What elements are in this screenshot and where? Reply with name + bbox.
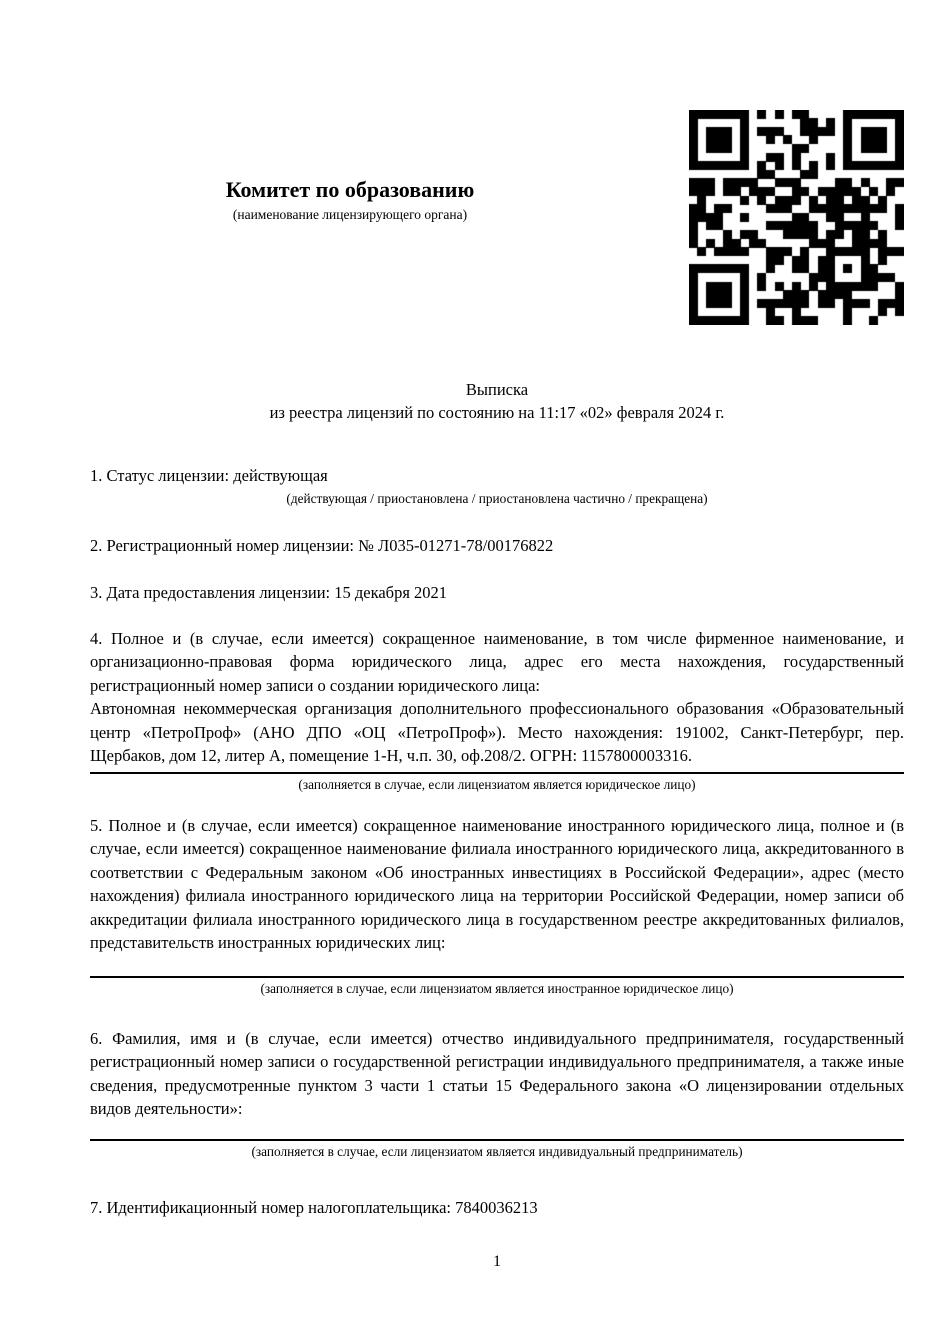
item-foreign-legal-entity: [90, 814, 904, 997]
fill-in-rule-foreign-legal-entity: [90, 976, 904, 978]
item-license-grant-date: [90, 581, 904, 605]
legal-entity-value: Автономная некоммерческая организация дополнительного профессионального образования «Образовательный центр «ПетроПроф» (АНО ДПО «ОЦ «ПетроПроф»). Место нахождения: 191002, Санкт-Петербург, пер. Щербаков, дом 12, литер А, помещение 1-Н, ч.п. 30, оф.208/2. ОГРН: 1157800003316.: [90, 699, 904, 765]
taxpayer-id-text: 7. Идентификационный номер налогоплательщика: 7840036213: [90, 1197, 538, 1217]
legal-entity-caption: (заполняется в случае, если лицензиатом является юридическое лицо): [298, 776, 696, 792]
fill-in-rule-individual-entrepreneur: [90, 1139, 904, 1141]
licensing-authority-name: Комитет по образованию: [225, 177, 475, 202]
individual-entrepreneur-label: 6. Фамилия, имя и (в случае, если имеется) отчество индивидуального предпринимателя, государственный регистрационный номер записи о государственной регистрации индивидуального предпринимателя, а также иные сведения, предусмотренные пунктом 3 части 1 статьи 15 Федерального закона «О лицензировании отдельных видов деятельности»:: [90, 1028, 904, 1118]
document-title-line2: из реестра лицензий по состоянию на 11:17 «02» февраля 2024 г.: [269, 403, 725, 422]
legal-entity-label: 4. Полное и (в случае, если имеется) сокращенное наименование, в том числе фирменное наименование, и организационно-правовая форма юридического лица, адрес его места нахождения, государственный регистрационный номер записи о создании юридического лица:: [90, 628, 904, 695]
qr-code-image: [689, 110, 904, 325]
fill-in-rule-legal-entity: [90, 772, 904, 774]
item-taxpayer-id: [90, 1196, 904, 1220]
document-title-line1: Выписка: [465, 380, 529, 399]
document-title: [90, 378, 904, 424]
page-number: 1: [493, 1253, 501, 1270]
foreign-legal-entity-caption: (заполняется в случае, если лицензиатом является иностранное юридическое лицо): [260, 980, 734, 996]
individual-entrepreneur-caption: (заполняется в случае, если лицензиатом является индивидуальный предприниматель): [251, 1143, 743, 1159]
item-registration-number: [90, 534, 904, 558]
document-header: [90, 110, 904, 325]
item-legal-entity: [90, 627, 904, 793]
item-license-status: [90, 464, 904, 507]
license-status-options-caption: (действующая / приостановлена / приостановлена частично / прекращена): [286, 490, 708, 506]
licensing-authority-caption: (наименование лицензирующего органа): [232, 207, 468, 222]
licensing-authority-block: [90, 176, 610, 223]
registration-number-text: 2. Регистрационный номер лицензии: № Л035-01271-78/00176822: [90, 535, 554, 555]
foreign-legal-entity-label: 5. Полное и (в случае, если имеется) сокращенное наименование иностранного юридического лица, полное и (в случае, если имеется) сокращенное наименование филиала иностранного юридического лица, аккредитованного в соответствии с Федеральным законом «Об иностранных инвестициях в Российской Федерации», адрес (место нахождения) филиала иностранного юридического лица на территории Российской Федерации, номер записи об аккредитации филиала иностранного юридического лица в государственном реестре аккредитованных филиалов, представительств иностранных юридических лиц:: [90, 815, 904, 952]
license-status-text: 1. Статус лицензии: действующая: [90, 466, 328, 485]
item-individual-entrepreneur: [90, 1027, 904, 1160]
license-grant-date-text: 3. Дата предоставления лицензии: 15 декабря 2021: [90, 583, 448, 602]
